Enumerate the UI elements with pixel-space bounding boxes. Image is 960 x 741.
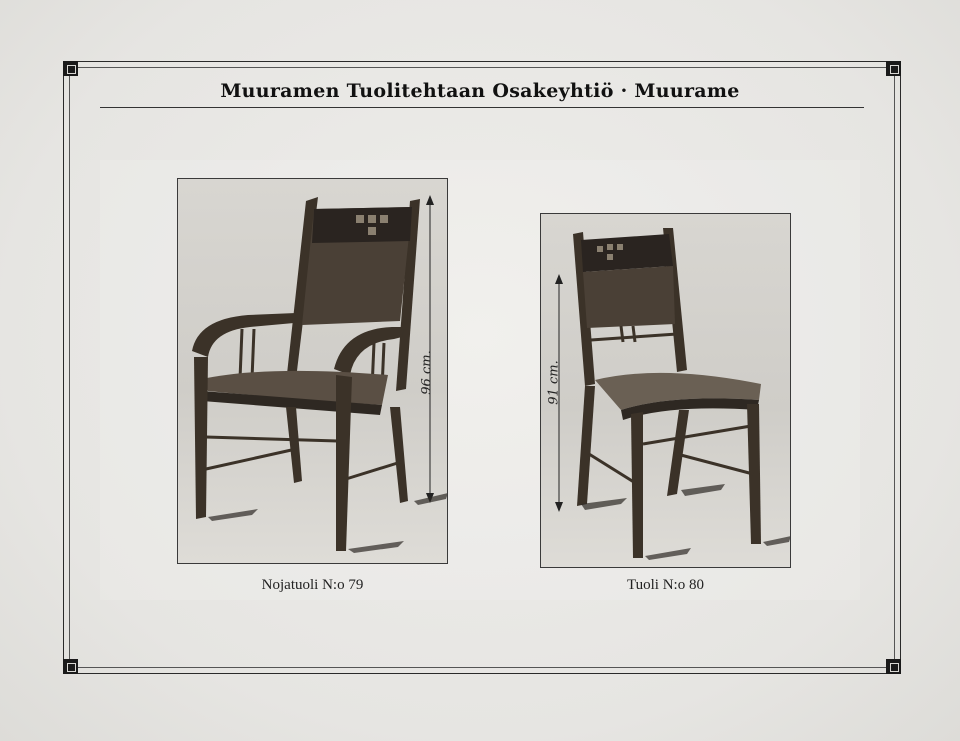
page-header-title: Muuramen Tuolitehtaan Osakeyhtiö · Muurame <box>220 80 740 102</box>
armchair-photo <box>177 178 448 564</box>
frame-corner-ornament <box>63 61 78 76</box>
frame-corner-ornament <box>886 61 901 76</box>
frame-corner-ornament <box>886 659 901 674</box>
chair-height-label: 91 cm. <box>546 360 562 405</box>
armchair-illustration <box>178 179 448 564</box>
chair-illustration <box>541 214 791 568</box>
armchair-caption: Nojatuoli N:o 79 <box>261 577 364 593</box>
header-divider <box>100 107 864 108</box>
chair-caption: Tuoli N:o 80 <box>627 577 704 593</box>
chair-photo <box>540 213 791 568</box>
armchair-height-label: 96 cm. <box>419 350 435 395</box>
frame-corner-ornament <box>63 659 78 674</box>
